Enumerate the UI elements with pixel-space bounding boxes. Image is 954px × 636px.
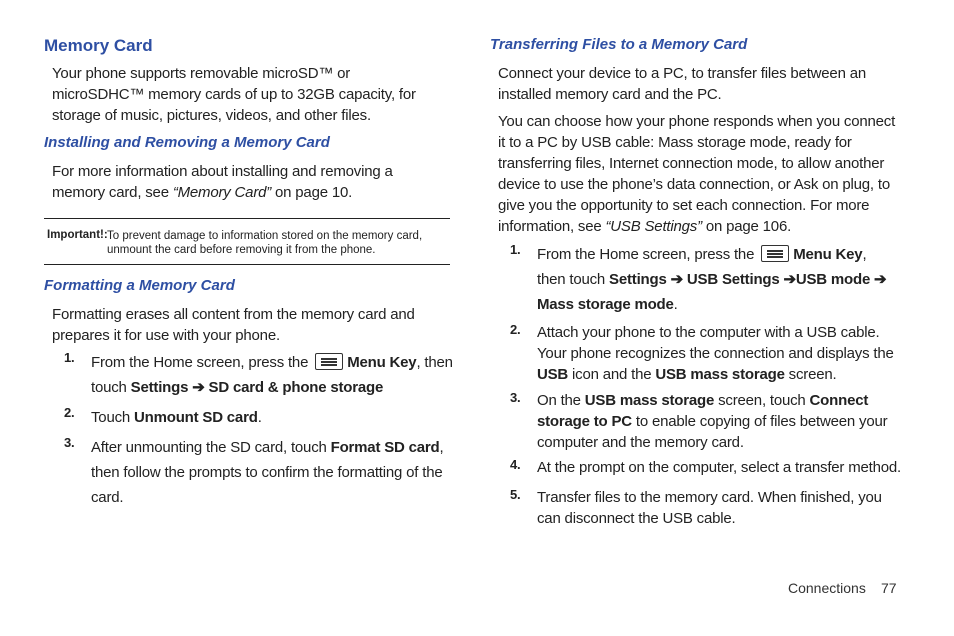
important-text: To prevent damage to information stored on the memory card, unmount the card before removing it from the phone. — [107, 230, 423, 256]
subtitle-transferring: Transferring Files to a Memory Card — [490, 36, 748, 53]
memory-card-intro: Your phone supports removable microSD™ or microSDHC™ memory cards of up to 32GB capacity, for storage of music, pictures, videos, and other files. — [52, 65, 416, 124]
page-number: 77 — [881, 580, 897, 596]
menu-key-icon — [761, 245, 789, 262]
formatting-body: Formatting erases all content from the memory card and prepares it for use with your phone. — [52, 306, 415, 344]
section-title-memory-card: Memory Card — [44, 36, 153, 55]
transferring-body-1: Connect your device to a PC, to transfer files between an installed memory card and the PC. — [498, 65, 866, 103]
usb-settings-link[interactable]: “USB Settings” — [605, 218, 702, 235]
memory-card-link[interactable]: “Memory Card” — [172, 184, 272, 201]
transferring-body-2: You can choose how your phone responds when you connect it to a PC by USB cable: Mass storage mode, ready for transferring files, Internet connection mode, to allow another device to use the phone’s data connection, or Ask on plug, to give you the opportunity to set each connection. For more information, see “USB Settings” on page 106. — [498, 113, 896, 235]
important-note — [44, 218, 450, 265]
subtitle-formatting: Formatting a Memory Card — [44, 277, 235, 294]
footer-section: Connections — [788, 580, 866, 596]
important-label: Important!: — [47, 229, 108, 241]
menu-key-icon — [315, 353, 343, 370]
subtitle-installing: Installing and Removing a Memory Card — [44, 134, 330, 151]
installing-body: For more information about installing and removing a memory card, see “Memory Card” on page 10. — [52, 163, 393, 201]
